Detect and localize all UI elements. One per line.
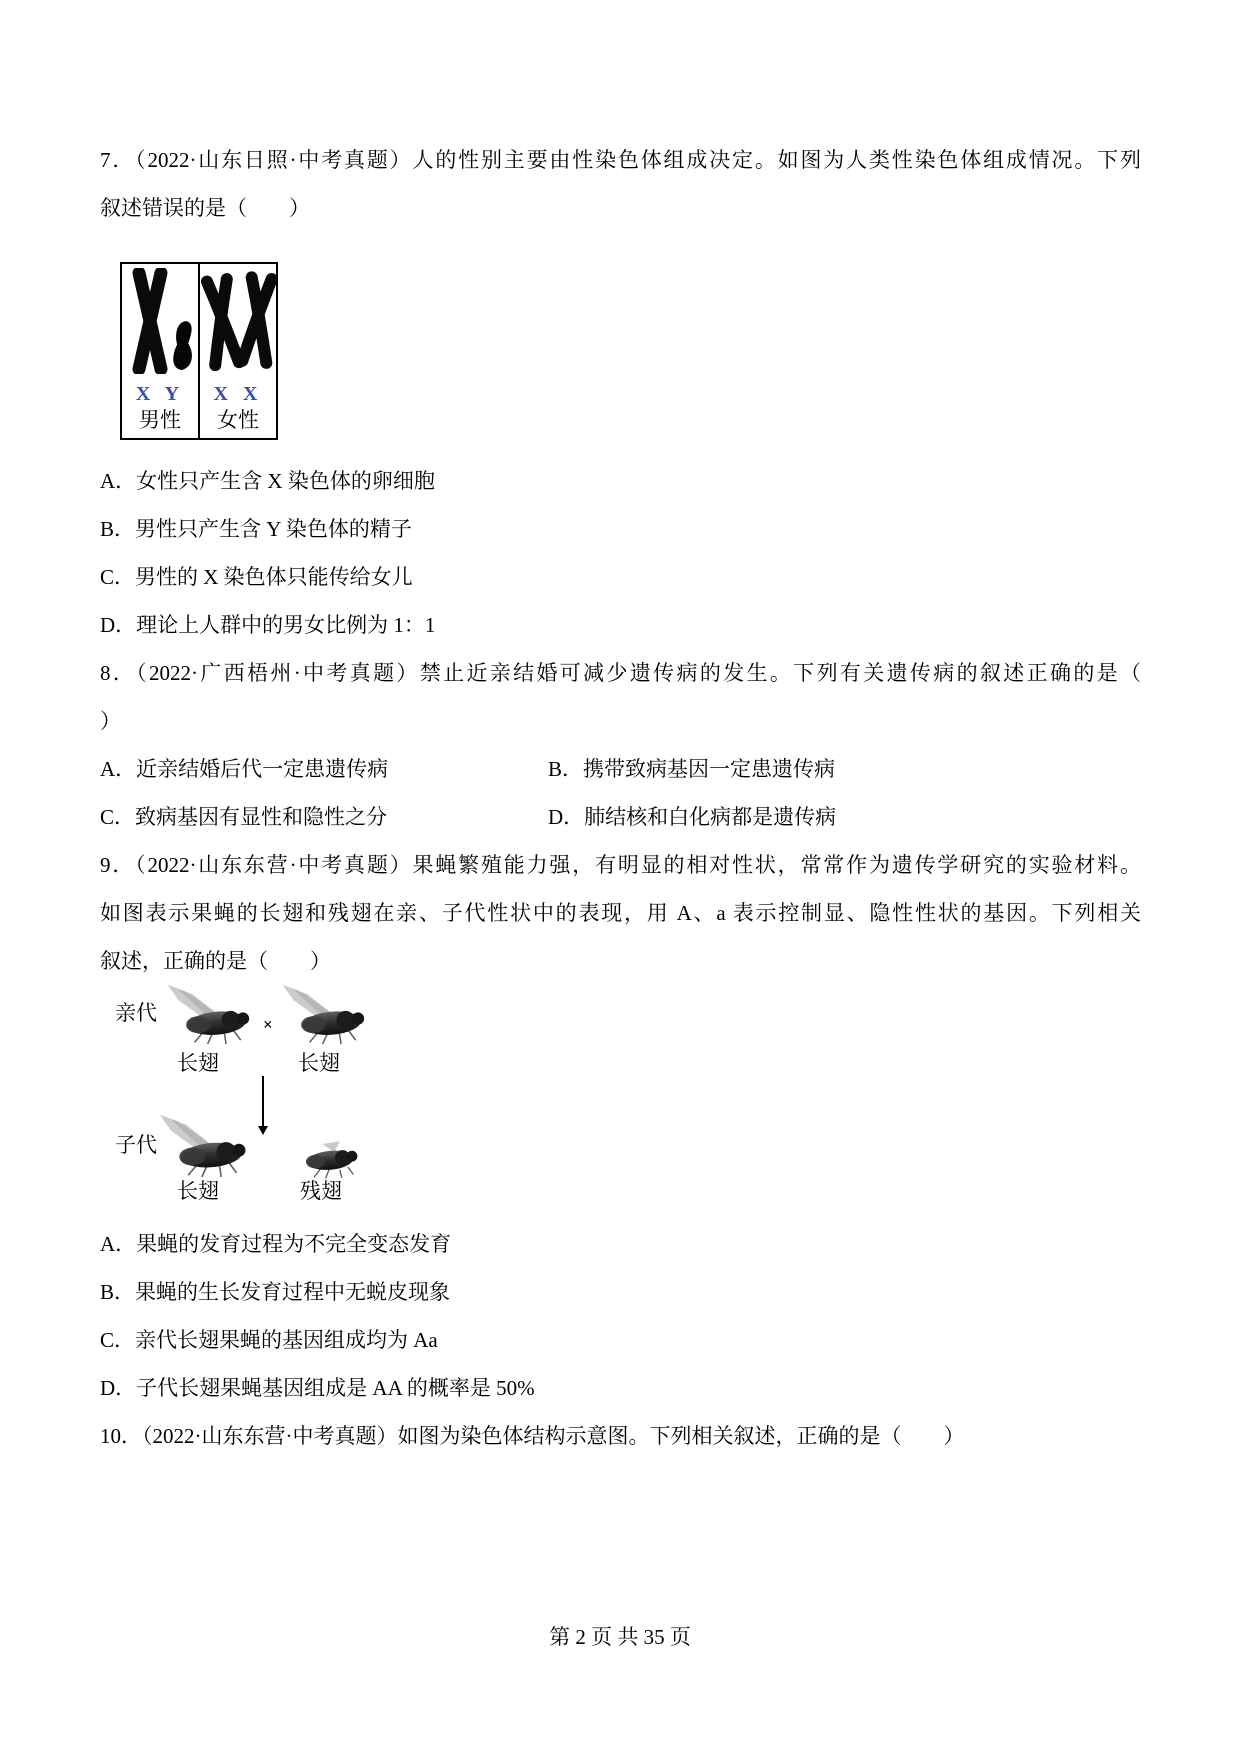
q7-option-a: A．女性只产生含 X 染色体的卵细胞 — [100, 469, 435, 493]
x-chromosome-icon — [234, 270, 282, 369]
q9-option-d: D．子代长翅果蝇基因组成是 AA 的概率是 50% — [100, 1376, 535, 1400]
q8-option-d: D．肺结核和白化病都是遗传病 — [548, 805, 837, 829]
male-karyotype-label: X Y — [135, 383, 185, 405]
descent-arrow-icon — [262, 1076, 264, 1126]
long-wing-fly-icon — [278, 983, 378, 1048]
q8-option-a: A．近亲结婚后代一定患遗传病 — [100, 757, 389, 781]
fruit-fly-cross-figure — [115, 991, 415, 1203]
offspring-phenotype-label: 长翅 — [177, 1179, 219, 1203]
q8-option-c: C．致病基因有显性和隐性之分 — [100, 805, 388, 829]
q8-option-row-2 — [100, 793, 1141, 841]
male-caption: 男性 — [139, 409, 181, 432]
vestigial-wing-fly-icon — [287, 1125, 375, 1182]
offspring-phenotype-label: 残翅 — [300, 1179, 342, 1203]
q9-stem-line-1: 9．（2022·山东东营·中考真题）果蝇繁殖能力强，有明显的相对性状，常常作为遗传学研究的实验材料。 — [100, 853, 1141, 877]
q8-option-b: B．携带致病基因一定患遗传病 — [548, 757, 836, 781]
parent-phenotype-label: 长翅 — [177, 1051, 219, 1075]
long-wing-fly-icon — [155, 1113, 260, 1181]
x-chromosome-icon — [127, 268, 173, 374]
q8-stem-line-2: ） — [100, 709, 121, 733]
page-content — [100, 136, 1141, 1460]
long-wing-fly-icon — [163, 983, 263, 1048]
q7-option-b: B．男性只产生含 Y 染色体的精子 — [100, 517, 412, 541]
q9-option-b: B．果蝇的生长发育过程中无蜕皮现象 — [100, 1280, 451, 1304]
q9-stem-line-3: 叙述，正确的是（ ） — [100, 949, 331, 973]
q9-option-c: C．亲代长翅果蝇的基因组成均为 Aa — [100, 1328, 438, 1352]
parent-generation-label: 亲代 — [115, 1001, 157, 1025]
q9-stem-line-2: 如图表示果蝇的长翅和残翅在亲、子代性状中的表现，用 A、a 表示控制显、隐性性状的基因。下列相关 — [100, 901, 1141, 925]
female-karyotype-label: X X — [213, 383, 263, 405]
q9-option-a: A．果蝇的发育过程为不完全变态发育 — [100, 1232, 452, 1256]
page-footer: 第 2 页 共 35 页 — [549, 1625, 691, 1649]
q8-stem-line-1: 8．（2022·广西梧州·中考真题）禁止近亲结婚可减少遗传病的发生。下列有关遗传病的叙述正确的是（ — [100, 661, 1141, 685]
sex-chromosome-figure — [120, 262, 278, 440]
q7-option-d: D．理论上人群中的男女比例为 1：1 — [100, 613, 436, 637]
q7-stem-line-2: 叙述错误的是（ ） — [100, 196, 310, 220]
male-karyotype-cell — [122, 264, 200, 438]
parent-phenotype-label: 长翅 — [298, 1051, 340, 1075]
y-chromosome-icon — [169, 318, 197, 374]
cross-symbol: × — [263, 1015, 273, 1034]
q7-stem-line-1: 7．（2022·山东日照·中考真题）人的性别主要由性染色体组成决定。如图为人类性染色体组成情况。下列 — [100, 148, 1141, 172]
q10-stem-line-1: 10．（2022·山东东营·中考真题）如图为染色体结构示意图。下列相关叙述，正确的是（ ） — [100, 1424, 965, 1448]
offspring-generation-label: 子代 — [115, 1133, 157, 1157]
male-chromosomes — [122, 264, 198, 381]
q8-option-row-1 — [100, 745, 1141, 793]
female-caption: 女性 — [217, 409, 259, 432]
q7-option-c: C．男性的 X 染色体只能传给女儿 — [100, 565, 413, 589]
female-karyotype-cell — [200, 264, 276, 438]
female-chromosomes — [200, 264, 276, 381]
